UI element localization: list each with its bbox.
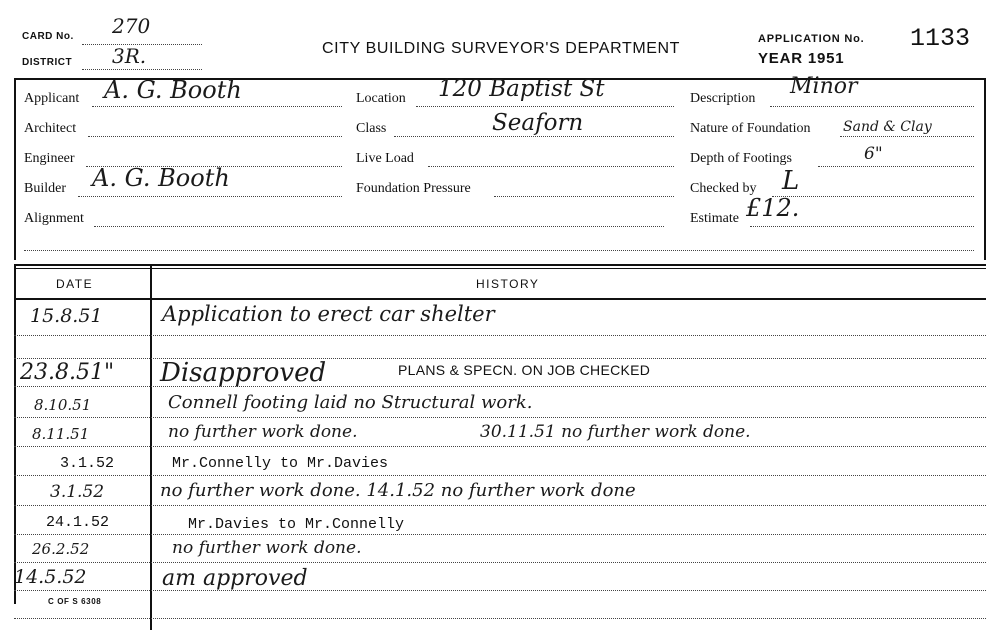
history-left-border [14, 264, 16, 604]
location-label: Location [356, 91, 406, 106]
engineer-label: Engineer [24, 151, 75, 166]
history-entry: Application to erect car shelter [162, 302, 495, 326]
description-label: Description [690, 91, 756, 106]
history-stamp: PLANS & SPECN. ON JOB CHECKED [398, 362, 651, 378]
live-load-label: Live Load [356, 151, 414, 166]
estimate-line [750, 226, 974, 227]
history-row-rule [14, 562, 986, 563]
fields-right-border [984, 78, 986, 260]
history-header-rule [14, 298, 986, 300]
applicant-line [92, 106, 342, 107]
applicant-value: A. G. Booth [104, 76, 242, 104]
fields-left-border [14, 78, 16, 260]
applicant-label: Applicant [24, 91, 80, 106]
class-value: Seaforn [492, 110, 584, 136]
history-entry: am approved [162, 566, 308, 591]
history-date: 26.2.52 [32, 540, 90, 558]
year-label: YEAR 1951 [758, 50, 845, 67]
checked-by-value: L [782, 166, 800, 196]
history-row-rule [14, 446, 986, 447]
fields-bottom-dotted-line [24, 250, 974, 251]
history-date: 3.1.52 [50, 482, 105, 502]
checked-by-label: Checked by [690, 181, 757, 196]
history-column-header: HISTORY [476, 277, 540, 291]
alignment-label: Alignment [24, 211, 84, 226]
nature-of-foundation-value: Sand & Clay [843, 119, 932, 135]
history-entry: Connell footing laid no Structural work. [168, 392, 533, 413]
district-value: 3R. [112, 44, 147, 68]
history-row-rule [14, 618, 986, 619]
application-no-label: APPLICATION No. [758, 33, 865, 45]
description-value: Minor [790, 74, 858, 99]
foundation-pressure-line [494, 196, 674, 197]
depth-of-footings-value: 6" [864, 144, 883, 164]
estimate-label: Estimate [690, 211, 739, 226]
location-line [416, 106, 674, 107]
location-value: 120 Baptist St [438, 76, 605, 102]
card-no-label: CARD No. [22, 31, 74, 42]
live-load-line [428, 166, 674, 167]
history-date: 15.8.51 [30, 305, 103, 327]
builder-value: A. G. Booth [92, 164, 230, 192]
history-date: 3.1.52 [60, 455, 115, 472]
checked-by-line [772, 196, 974, 197]
history-row-rule [14, 417, 986, 418]
history-entry: no further work done. [172, 538, 362, 558]
class-label: Class [356, 121, 387, 136]
district-line [82, 69, 202, 70]
history-entry: no further work done. [168, 422, 358, 442]
history-date: 14.5.52 [14, 566, 87, 588]
nature-of-foundation-line [840, 136, 974, 137]
depth-of-footings-line [818, 166, 974, 167]
history-entry: Mr.Connelly to Mr.Davies [172, 455, 389, 472]
builder-line [78, 196, 342, 197]
history-entry: Mr.Davies to Mr.Connelly [188, 516, 405, 533]
history-entry-extra: 30.11.51 no further work done. [480, 422, 751, 442]
depth-of-footings-label: Depth of Footings [690, 151, 792, 166]
history-entry: Disapproved [160, 358, 327, 388]
district-label: DISTRICT [22, 57, 73, 68]
history-entry: no further work done. 14.1.52 no further work done [160, 480, 636, 501]
history-row-rule [14, 475, 986, 476]
history-row-rule [14, 534, 986, 535]
history-row-rule [14, 590, 986, 591]
form-code: C OF S 6308 [48, 597, 102, 606]
architect-line [88, 136, 342, 137]
history-top-rule [14, 264, 986, 266]
date-column-header: DATE [56, 277, 94, 291]
history-date: 23.8.51" [20, 360, 115, 385]
history-row-rule [14, 335, 986, 336]
nature-of-foundation-label: Nature of Foundation [690, 121, 811, 136]
page-title: CITY BUILDING SURVEYOR'S DEPARTMENT [322, 40, 681, 57]
architect-label: Architect [24, 121, 77, 136]
foundation-pressure-label: Foundation Pressure [356, 181, 471, 196]
history-date: 8.11.51 [32, 425, 90, 443]
history-row-rule [14, 505, 986, 506]
history-date: 24.1.52 [46, 514, 110, 531]
class-line [394, 136, 674, 137]
history-date: 8.10.51 [34, 396, 92, 414]
estimate-value: £12. [746, 194, 800, 222]
builder-label: Builder [24, 181, 66, 196]
alignment-line [94, 226, 664, 227]
card-no-value: 270 [112, 14, 151, 38]
description-line [770, 106, 974, 107]
history-top-rule-2 [14, 268, 986, 269]
application-no-value: 1133 [910, 24, 971, 53]
date-column-divider [150, 264, 152, 630]
